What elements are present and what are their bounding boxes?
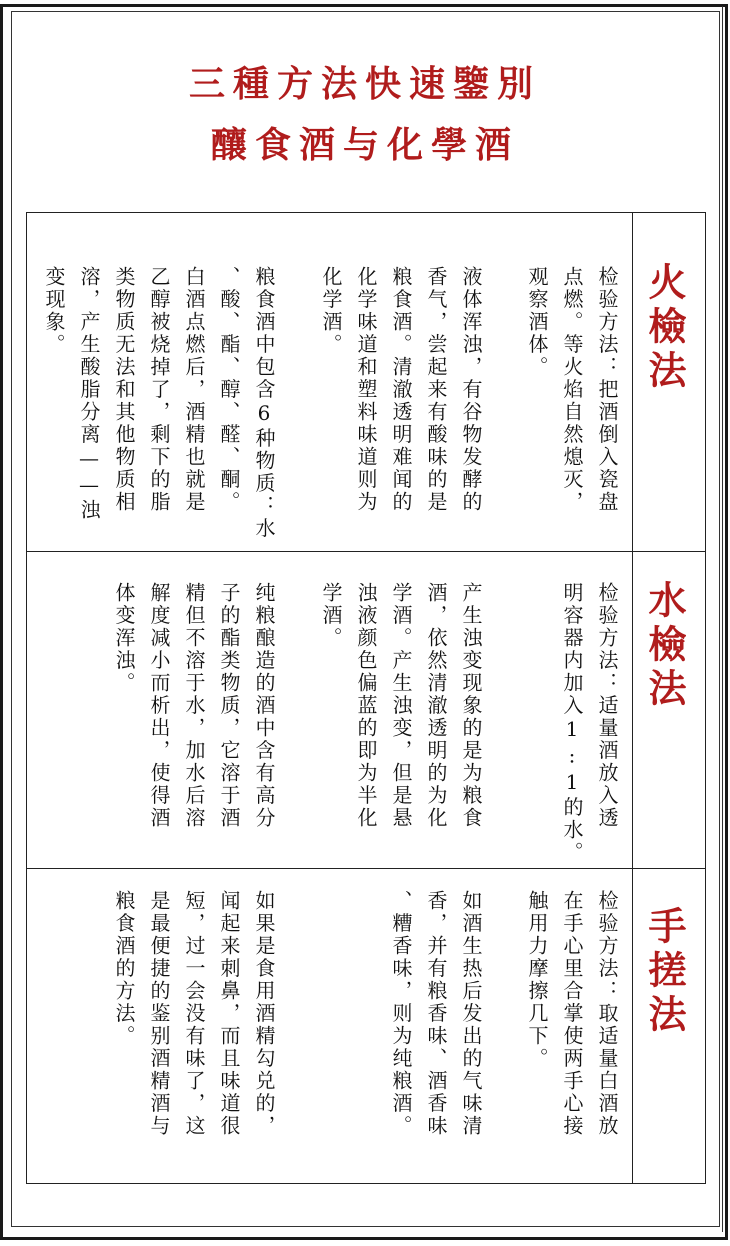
section-text-column: 短，过一会没有味了，这 [182,890,206,1138]
section-text-column: 产生浊变现象的是为粮食 [459,582,483,830]
section-text-column: 粮食酒。清澈透明难闻的 [389,266,413,514]
section-text-column: 如酒生热后发出的气味清 [459,890,483,1138]
title-line-2: 釀食酒与化學酒 [210,124,519,166]
label-column-divider [632,212,633,1184]
section-text-column: 乙醇被烧掉了，剩下的脂 [147,266,171,514]
section-text-column: 香气，尝起来有酸味的是 [424,266,448,514]
section-text-column: 酒，依然清澈透明的为化 [424,582,448,830]
section-text-column: 浊液颜色偏蓝的即为半化 [354,582,378,830]
section-text-column: 体变浑浊。 [112,582,136,695]
section-label-hand-rub-test: 手搓法 [642,906,687,1038]
section-text-column: 白酒点燃后，酒精也就是 [182,266,206,514]
section-text-column: 、酸、酯、醇、醛、酮。 [217,266,241,514]
section-text-column: 液体浑浊，有谷物发酵的 [459,266,483,514]
section-text-column: 如果是食用酒精勾兑的， [252,890,276,1138]
section-text-column: 触用力摩擦几下。 [525,890,549,1070]
section-text-column: 在手心里合掌使两手心接 [560,890,584,1138]
section-text-column: 粮食酒中包含6种物质：水 [252,266,276,540]
section-text-column: 点燃。等火焰自然熄灭， [560,266,584,514]
section-label-water-test: 水檢法 [642,580,687,712]
section-text-column: 学酒。产生浊变，但是悬 [389,582,413,830]
section-text-column: 检验方法：适量酒放入透 [595,582,619,830]
section-text-column: 香，并有粮香味、酒香味 [424,890,448,1138]
section-text-column: 子的酯类物质，它溶于酒 [217,582,241,830]
section-text-column: 、糟香味，则为纯粮酒。 [389,890,413,1138]
section-text-column: 化学酒。 [319,266,343,356]
section-text-column: 纯粮酿造的酒中含有高分 [252,582,276,830]
section-text-column: 化学味道和塑料味道则为 [354,266,378,514]
section-text-column: 溶，产生酸脂分离——浊 [77,266,101,522]
section-text-column: 检验方法：把酒倒入瓷盘 [595,266,619,514]
section-label-fire-test: 火檢法 [642,262,687,394]
section-text-column: 观察酒体。 [525,266,549,379]
section-text-column: 闻起来刺鼻，而且味道很 [217,890,241,1138]
title-line-1: 三種方法快速鑒別 [188,63,541,105]
section-text-column: 精但不溶于水，加水后溶 [182,582,206,830]
section-text-column: 检验方法：取适量白酒放 [595,890,619,1138]
section-text-column: 粮食酒的方法。 [112,890,136,1048]
row-divider-1 [26,551,706,552]
section-text-column: 变现象。 [42,266,66,356]
section-text-column: 是最便捷的鉴别酒精酒与 [147,890,171,1138]
section-text-column: 解度减小而析出，使得酒 [147,582,171,830]
section-text-column: 类物质无法和其他物质相 [112,266,136,514]
row-divider-2 [26,868,706,869]
right-border-line [722,6,723,1232]
section-text-column: 明容器内加入1:1的水。 [560,582,584,864]
section-text-column: 学酒。 [319,582,343,650]
